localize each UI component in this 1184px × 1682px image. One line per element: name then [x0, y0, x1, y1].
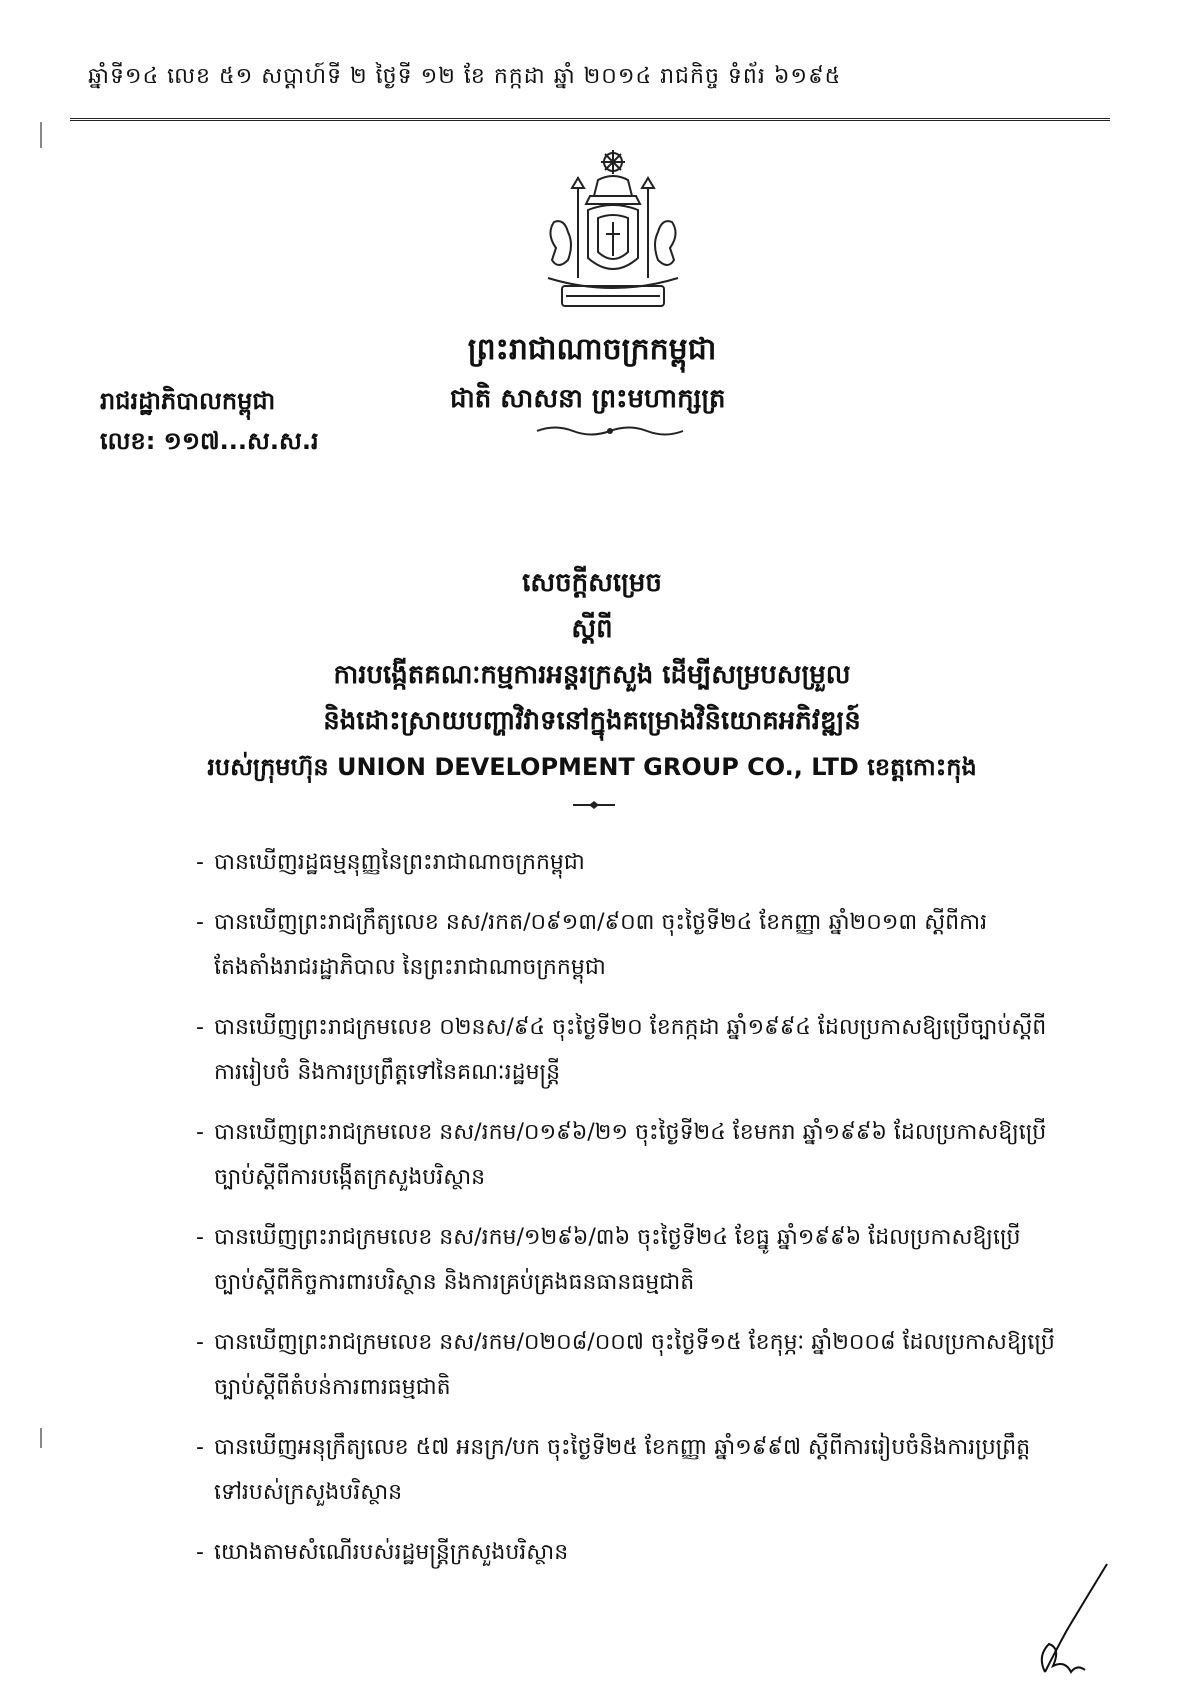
preamble-clause: - យោងតាមសំណើរបស់រដ្ឋមន្ត្រីក្រសួងបរិស្ថាន: [196, 1540, 569, 1565]
gazette-header: ឆ្នាំទី១៤ លេខ ៥១ សប្តាហ៍ទី ២ ថ្ងៃទី ១២ ខែ កក្កដា ឆ្នាំ ២០១៤ រាជកិច្ច ទំព័រ ៦១៩៥: [88, 64, 842, 89]
document-about: ស្តីពី: [571, 614, 613, 644]
title-ornament-icon: [573, 800, 615, 810]
preamble-clause: - បានឃើញព្រះរាជក្រមលេខ នស/រកម/០១៩៦/២១ ចុះថ្ងៃទី២៤ ខែមករា ឆ្នាំ១៩៩៦ ដែលប្រកាសឱ្យប្រើច្បាប់ស្តីពីការបង្កើតក្រសួងបរិស្ថាន: [196, 1120, 1047, 1190]
subject-line-3: របស់ក្រុមហ៊ុន UNION DEVELOPMENT GROUP CO., LTD ខេត្តកោះកុង: [207, 753, 977, 781]
subject-line-2: និងដោះស្រាយបញ្ហាវិវាទនៅក្នុងគម្រោងវិនិយោគអភិវឌ្ឍន៍: [323, 706, 861, 736]
header-rule: [70, 118, 1110, 121]
kingdom-title: ព្រះរាជាណាចក្រកម្ពុជា: [467, 332, 717, 367]
kingdom-motto: ជាតិ សាសនា ព្រះមហាក្សត្រ: [450, 384, 726, 414]
royal-coat-of-arms-icon: [528, 148, 698, 318]
preamble-clause: - បានឃើញព្រះរាជក្រមលេខ ០២នស/៩៤ ចុះថ្ងៃទី២០ ខែកក្កដា ឆ្នាំ១៩៩៤ ដែលប្រកាសឱ្យប្រើច្បាប់ស្តីពីការរៀបចំ និងការប្រព្រឹត្តទៅនៃគណៈរដ្ឋមន្ត្រី: [196, 1015, 1047, 1085]
preamble-clause: - បានឃើញអនុក្រឹត្យលេខ ៥៧ អនក្រ/បក ចុះថ្ងៃទី២៥ ខែកញ្ញា ឆ្នាំ១៩៩៧ ស្តីពីការរៀបចំនិងការប្រព្រឹត្តទៅរបស់ក្រសួងបរិស្ថាន: [196, 1435, 1031, 1505]
margin-scan-mark: [40, 122, 42, 148]
margin-scan-mark: [40, 1428, 42, 1448]
decision-title-block: [0, 560, 1184, 790]
issuing-government: រាជរដ្ឋាភិបាលកម្ពុជា: [100, 387, 276, 415]
initial-signature-icon: [1015, 1560, 1110, 1680]
preamble-clauses: [196, 840, 1056, 1590]
document-type: សេចក្តីសម្រេច: [522, 568, 662, 598]
preamble-clause: - បានឃើញព្រះរាជក្រឹត្យលេខ នស/រកត/០៩១៣/៩០៣ ចុះថ្ងៃទី២៤ ខែកញ្ញា ឆ្នាំ២០១៣ ស្តីពីការតែងតាំងរាជរដ្ឋាភិបាល នៃព្រះរាជាណាចក្រកម្ពុជា: [196, 910, 988, 980]
decision-number: លេខ: ១១៧...ស.ស.រ: [100, 427, 319, 455]
ornament-divider-icon: [535, 424, 685, 438]
preamble-clause: - បានឃើញរដ្ឋធម្មនុញ្ញនៃព្រះរាជាណាចក្រកម្ពុជា: [196, 850, 585, 875]
preamble-clause: - បានឃើញព្រះរាជក្រមលេខ នស/រកម/០២០៨/០០៧ ចុះថ្ងៃទី១៥ ខែកុម្ភៈ ឆ្នាំ២០០៨ ដែលប្រកាសឱ្យប្រើច្បាប់ស្តីពីតំបន់ការពារធម្មជាតិ: [196, 1330, 1055, 1400]
subject-line-1: ការបង្កើតគណៈកម្មការអន្តរក្រសួង ដើម្បីសម្របសម្រួល: [333, 660, 851, 690]
preamble-clause: - បានឃើញព្រះរាជក្រមលេខ នស/រកម/១២៩៦/៣៦ ចុះថ្ងៃទី២៤ ខែធ្នូ ឆ្នាំ១៩៩៦ ដែលប្រកាសឱ្យប្រើច្បាប់ស្តីពីកិច្ចការពារបរិស្ថាន និងការគ្រប់គ្រងធនធានធម្មជាតិ: [196, 1225, 1021, 1295]
